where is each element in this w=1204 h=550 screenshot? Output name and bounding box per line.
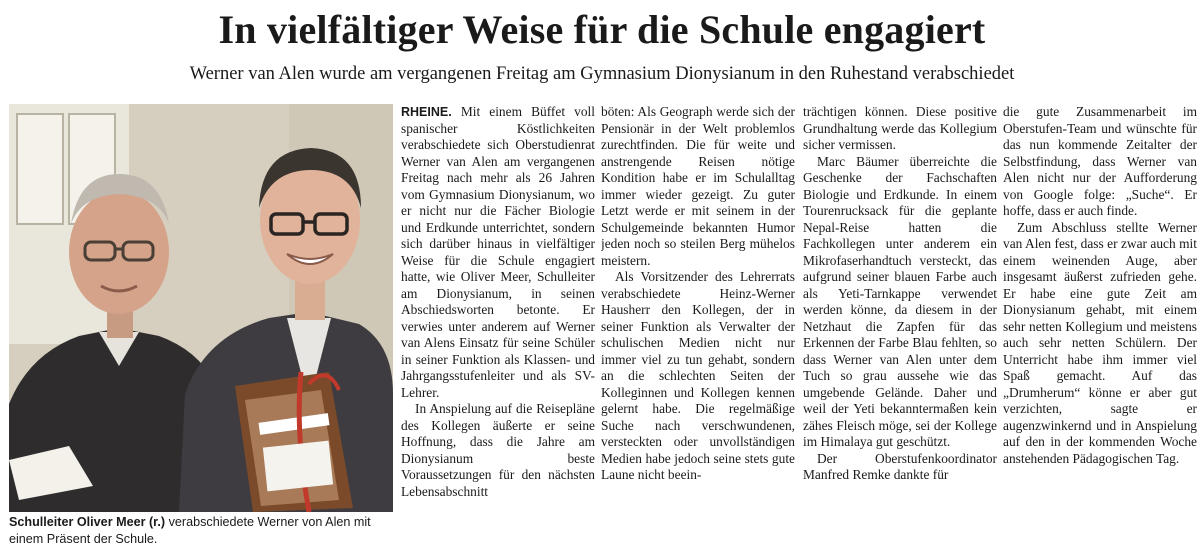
paragraph: böten: Als Geograph werde sich der Pensionär in der Welt problemlos zurechtfinden. Die für weite und anstrengende Reisen nötige Kondition habe er im Schulalltag immer wieder gezeigt. Zu guter Letzt werde er mit seinem in der Schulgemeinde bekannten Humor jeden noch so steilen Berg mühelos meistern. [601, 104, 795, 268]
paragraph-text: Mit einem Büffet voll spanischer Köstlichkeiten verabschiedete sich Oberstudienrat Werner van Alen am vergangenen Freitag nach mehr als 26 Jahren vom Gymnasium Dionysianum, wo er nicht nur die Fächer Biologie und Erdkunde unterrichtet, sondern sich darüber hinaus in vielfältiger Weise für die Schule engagiert hatte, wie Oliver Meer, Schulleiter am Dionysianum, in seinen Abschiedsworten betonte. Er verwies unter anderem auf Werner van Alens Einsatz für seine Schüler in seiner Funktion als Klassen- und Jahrgangsstufenleiter und als SV-Lehrer. [401, 104, 595, 400]
paragraph: trächtigen können. Diese positive Grundhaltung werde das Kollegium sicher vermissen. [803, 104, 997, 152]
caption-bold: Schulleiter Oliver Meer (r.) [9, 515, 166, 529]
text-column-3 [803, 104, 997, 550]
text-column-1 [401, 104, 595, 550]
paragraph [401, 104, 595, 401]
paragraph: Der Oberstufenkoordinator Manfred Remke dankte für [803, 450, 997, 482]
paragraph: Als Vorsitzender des Lehrerrats verabschiedete Heinz-Werner Hausherr den Kollegen, der in seiner Funktion als Verwalter der schulischen Medien nicht nur immer viel zu tun gehabt, sondern an die schlechten Seiten der Kolleginnen und Kollegen kennen gelernt habe. Die regelmäßige Suche nach verschwundenen, versteckten oder unvollständigen Medien habe jedoch seine stets gute Laune nicht beein- [601, 269, 795, 482]
photo-caption [9, 514, 393, 548]
caption-text: verabschiedete Werner von Alen mit einem Präsent der Schule. [9, 515, 371, 546]
paragraph: Marc Bäumer überreichte die Geschenke der Fachschaften Biologie und Erdkunde. In einem Tourenrucksack für die geplante Nepal-Reise hatten die Fachkollegen unter anderem ein Mikrofaserhandtuch versteckt, das aufgrund seiner blauen Farbe auch als Yeti-Tarnkappe verwendet werden könne, da diesem in der Netzhaut die Zapfen für das Erkennen der Farbe Blau fehlten, so dass Werner van Alen unter dem Tuch so grau aussehe wie das umgebende Gelände. Daher und weil der Yeti bekanntermaßen kein zähes Fleisch möge, sei der Kollege im Himalaya gut geschützt. [803, 153, 997, 449]
paragraph: Zum Abschluss stellte Werner van Alen fest, dass er zwar auch mit einem weinenden Auge, aber insgesamt äußerst zufrieden gehe. Er habe eine gute Zeit am Dionysianum gehabt, mit einem sehr netten Kollegium und meistens auch sehr netten Schülern. Der Unterricht habe ihm immer viel Spaß gemacht. Auf das „Drumherum“ könne er aber gut verzichten, sagte er augenzwinkernd und in Anspielung auf den in der kommenden Woche anstehenden Pädagogischen Tag. [1003, 219, 1197, 466]
text-column-4 [1003, 104, 1197, 550]
dateline: RHEINE. [401, 105, 452, 119]
text-column-2 [601, 104, 795, 550]
subheadline: Werner van Alen wurde am vergangenen Freitag am Gymnasium Dionysianum in den Ruhestand verabschiedet [189, 64, 1015, 84]
article-photo [9, 104, 393, 512]
paragraph: In Anspielung auf die Reisepläne des Kollegen äußerte er seine Hoffnung, dass die Jahre am Dionysianum beste Voraussetzungen für den nächsten Lebensabschnitt [401, 401, 595, 499]
headline: In vielfältiger Weise für die Schule engagiert [218, 7, 986, 52]
paragraph: die gute Zusammenarbeit im Oberstufen-Team und wünschte für das nun kommende Zeitalter der Selbstfindung, dass Werner van Alen nicht nur der Aufforderung von Google folge: „Suche“. Er hoffe, dass er auch finde. [1003, 104, 1197, 218]
